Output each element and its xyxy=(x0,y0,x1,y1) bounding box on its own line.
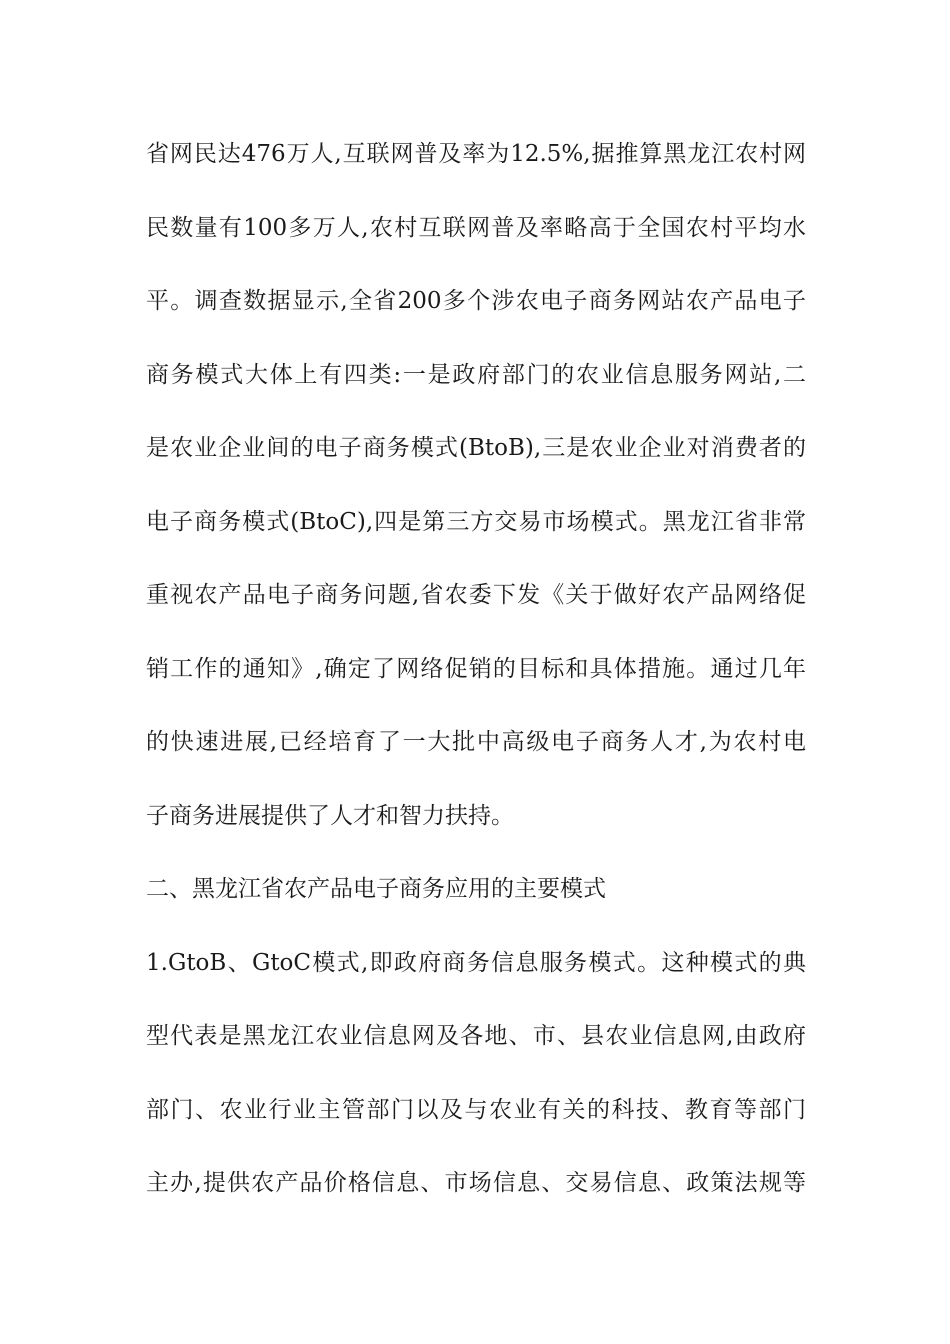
text-line: 主办,提供农产品价格信息、市场信息、交易信息、政策法规等 xyxy=(146,1170,806,1196)
text-line: 电子商务模式(BtoC),四是第三方交易市场模式。黑龙江省非常 xyxy=(146,508,806,535)
text-line: 平。调查数据显示,全省200多个涉农电子商务网站农产品电子 xyxy=(146,288,806,314)
text-line: 的快速进展,已经培育了一大批中高级电子商务人才,为农村电 xyxy=(146,729,806,755)
document-body xyxy=(146,118,806,1221)
section-heading: 二、黑龙江省农产品电子商务应用的主要模式 xyxy=(146,876,606,902)
text-line: 民数量有100多万人,农村互联网普及率略高于全国农村平均水 xyxy=(146,214,806,241)
text-line: 是农业企业间的电子商务模式(BtoB),三是农业企业对消费者的 xyxy=(146,435,806,461)
text-line: 型代表是黑龙江农业信息网及各地、市、县农业信息网,由政府 xyxy=(146,1023,806,1049)
text-line: 部门、农业行业主管部门以及与农业有关的科技、教育等部门 xyxy=(146,1096,806,1123)
paragraph-end-line: 子商务进展提供了人才和智力扶持。 xyxy=(146,802,514,829)
text-line: 省网民达476万人,互联网普及率为12.5%,据推算黑龙江农村网 xyxy=(146,141,806,167)
text-line: 重视农产品电子商务问题,省农委下发《关于做好农产品网络促 xyxy=(146,582,806,608)
text-line: 销工作的通知》,确定了网络促销的目标和具体措施。通过几年 xyxy=(146,655,806,682)
text-line: 1.GtoB、GtoC模式,即政府商务信息服务模式。这种模式的典 xyxy=(146,949,806,976)
text-line: 商务模式大体上有四类:一是政府部门的农业信息服务网站,二 xyxy=(146,361,806,388)
